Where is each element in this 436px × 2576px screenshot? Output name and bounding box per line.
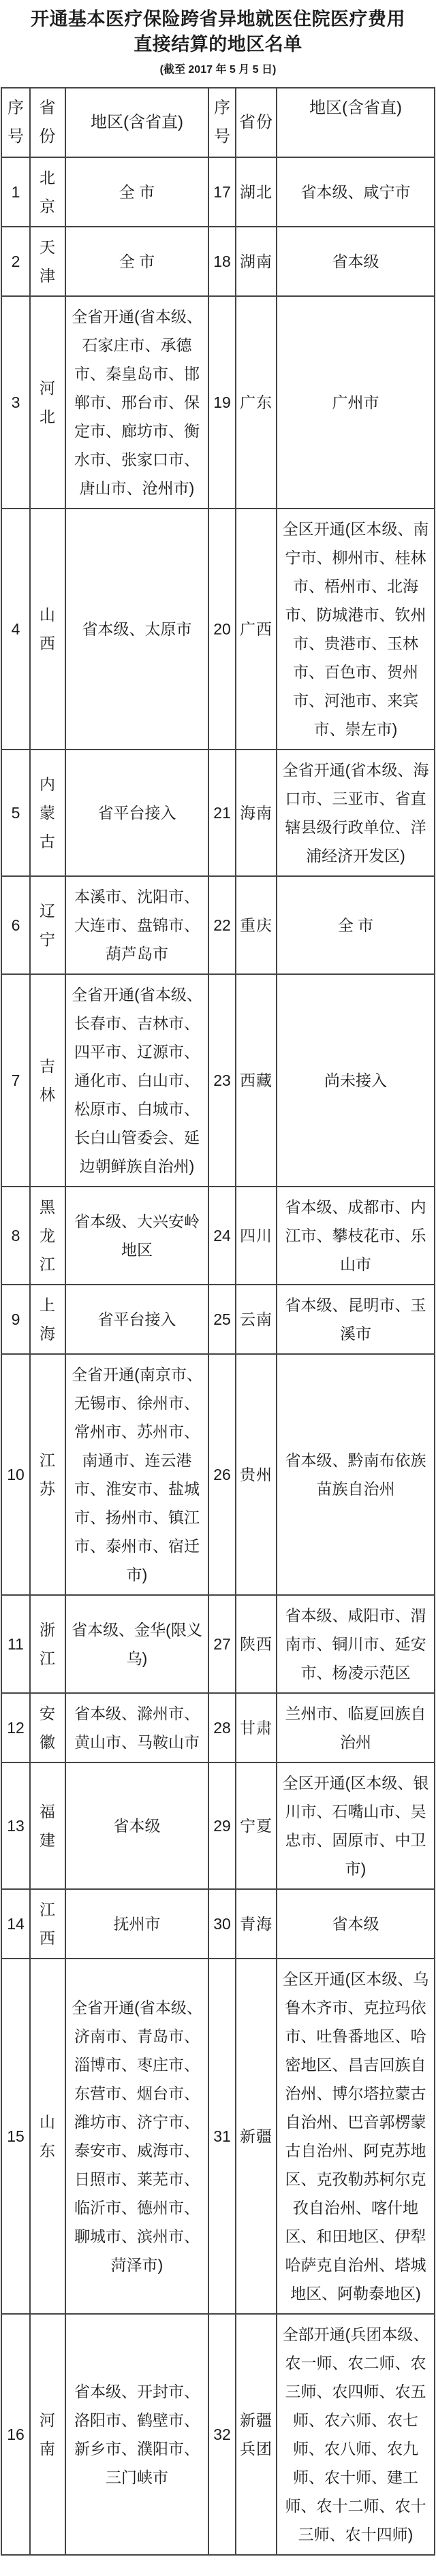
- province-cell-right: 重庆: [236, 876, 277, 974]
- region-cell-right: 省本级、黔南布依族苗族自治州: [277, 1354, 435, 1595]
- seq-cell-left: 7: [1, 974, 30, 1187]
- table-row: [1, 1959, 435, 2314]
- table-row: [1, 1693, 435, 1762]
- seq-cell-right: 26: [208, 1354, 236, 1595]
- table-row: [1, 1889, 435, 1959]
- header-province-left: 省份: [30, 88, 65, 157]
- seq-cell-left: 6: [1, 876, 30, 974]
- header-region-right: 地区(含省直): [277, 88, 435, 157]
- region-cell-left: 抚州市: [65, 1889, 208, 1959]
- province-cell-right: 海南: [236, 750, 277, 876]
- table-row: [1, 296, 435, 509]
- table-row: [1, 2314, 435, 2555]
- seq-cell-right: 19: [208, 296, 236, 509]
- region-cell-left: 全省开通(南京市、无锡市、徐州市、常州市、苏州市、南通市、连云港市、淮安市、盐城市、扬州市、镇江市、泰州市、宿迁市): [65, 1354, 208, 1595]
- table-row: [1, 157, 435, 227]
- seq-cell-right: 31: [208, 1959, 236, 2314]
- table-row: [1, 227, 435, 296]
- region-cell-left: 省本级、金华(限义乌): [65, 1595, 208, 1693]
- province-cell-left: 福建: [30, 1762, 65, 1889]
- seq-cell-right: 20: [208, 509, 236, 750]
- province-cell-right: 贵州: [236, 1354, 277, 1595]
- province-cell-right: 四川: [236, 1187, 277, 1285]
- region-cell-right: 省本级、咸阳市、渭南市、铜川市、延安市、杨凌示范区: [277, 1595, 435, 1693]
- page-subtitle-date: (截至 2017 年 5 月 5 日): [159, 64, 277, 76]
- region-cell-left: 省本级、太原市: [65, 509, 208, 750]
- seq-cell-right: 22: [208, 876, 236, 974]
- table-row: [1, 1354, 435, 1595]
- region-cell-right: 全区开通(区本级、乌鲁木齐市、克拉玛依市、吐鲁番地区、哈密地区、昌吉回族自治州、博尔塔拉蒙古自治州、巴音郭楞蒙古自治州、阿克苏地区、克孜勒苏柯尔克孜自治州、喀什地区、和田地区、伊犁哈萨克自治州、塔城地区、阿勒泰地区): [277, 1959, 435, 2314]
- seq-cell-right: 18: [208, 227, 236, 296]
- table-row: [1, 750, 435, 876]
- province-cell-left: 山西: [30, 509, 65, 750]
- seq-cell-left: 16: [1, 2314, 30, 2555]
- page-title-line-2: 直接结算的地区名单: [134, 34, 302, 54]
- province-cell-right: 广西: [236, 509, 277, 750]
- region-cell-left: 本溪市、沈阳市、大连市、盘锦市、葫芦岛市: [65, 876, 208, 974]
- region-cell-right: 全 市: [277, 876, 435, 974]
- province-cell-left: 浙江: [30, 1595, 65, 1693]
- province-cell-left: 黑龙江: [30, 1187, 65, 1285]
- region-cell-right: 省本级、咸宁市: [277, 157, 435, 227]
- seq-cell-right: 27: [208, 1595, 236, 1693]
- table-row: [1, 974, 435, 1187]
- region-cell-right: 兰州市、临夏回族自治州: [277, 1693, 435, 1762]
- header-seq-left: 序号: [1, 88, 30, 157]
- region-cell-left: 全 市: [65, 157, 208, 227]
- seq-cell-left: 15: [1, 1959, 30, 2314]
- seq-cell-left: 10: [1, 1354, 30, 1595]
- table-row: [1, 876, 435, 974]
- table-row: [1, 1285, 435, 1354]
- province-cell-right: 湖南: [236, 227, 277, 296]
- seq-cell-right: 24: [208, 1187, 236, 1285]
- province-cell-right: 新疆兵团: [236, 2314, 277, 2555]
- province-cell-right: 甘肃: [236, 1693, 277, 1762]
- region-cell-right: 省本级、昆明市、玉溪市: [277, 1285, 435, 1354]
- province-cell-left: 山东: [30, 1959, 65, 2314]
- seq-cell-right: 23: [208, 974, 236, 1187]
- seq-cell-left: 13: [1, 1762, 30, 1889]
- table-row: [1, 1762, 435, 1889]
- seq-cell-left: 12: [1, 1693, 30, 1762]
- region-cell-right: 省本级、成都市、内江市、攀枝花市、乐山市: [277, 1187, 435, 1285]
- region-cell-right: 省本级: [277, 1889, 435, 1959]
- province-cell-right: 新疆: [236, 1959, 277, 2314]
- table-row: [1, 1595, 435, 1693]
- region-cell-right: 全区开通(区本级、南宁市、柳州市、桂林市、梧州市、北海市、防城港市、钦州市、贵港市、玉林市、百色市、贺州市、河池市、来宾市、崇左市): [277, 509, 435, 750]
- province-cell-right: 云南: [236, 1285, 277, 1354]
- page-title-line-1: 开通基本医疗保险跨省异地就医住院医疗费用: [31, 9, 405, 29]
- region-cell-left: 全省开通(省本级、济南市、青岛市、淄博市、枣庄市、东营市、烟台市、潍坊市、济宁市、泰安市、威海市、日照市、莱芜市、临沂市、德州市、聊城市、滨州市、菏泽市): [65, 1959, 208, 2314]
- province-cell-right: 湖北: [236, 157, 277, 227]
- region-cell-right: 广州市: [277, 296, 435, 509]
- province-cell-right: 陕西: [236, 1595, 277, 1693]
- seq-cell-right: 30: [208, 1889, 236, 1959]
- header-province-right: 省份: [236, 88, 277, 157]
- province-cell-right: 广东: [236, 296, 277, 509]
- province-cell-right: 宁夏: [236, 1762, 277, 1889]
- province-cell-left: 天津: [30, 227, 65, 296]
- region-roster-table: [1, 87, 435, 2556]
- header-region-left: 地区(含省直): [65, 88, 208, 157]
- table-body: [1, 157, 435, 2555]
- province-cell-left: 安徽: [30, 1693, 65, 1762]
- region-cell-left: 省本级: [65, 1762, 208, 1889]
- seq-cell-left: 8: [1, 1187, 30, 1285]
- region-cell-left: 全 市: [65, 227, 208, 296]
- table-row: [1, 509, 435, 750]
- region-cell-right: 尚未接入: [277, 974, 435, 1187]
- seq-cell-left: 14: [1, 1889, 30, 1959]
- seq-cell-right: 32: [208, 2314, 236, 2555]
- province-cell-left: 上海: [30, 1285, 65, 1354]
- province-cell-right: 青海: [236, 1889, 277, 1959]
- region-cell-left: 省本级、开封市、洛阳市、鹤壁市、新乡市、濮阳市、三门峡市: [65, 2314, 208, 2555]
- region-cell-left: 省平台接入: [65, 750, 208, 876]
- region-cell-left: 省平台接入: [65, 1285, 208, 1354]
- province-cell-left: 江西: [30, 1889, 65, 1959]
- seq-cell-right: 17: [208, 157, 236, 227]
- region-cell-left: 全省开通(省本级、石家庄市、承德市、秦皇岛市、邯郸市、邢台市、保定市、廊坊市、衡水市、张家口市、唐山市、沧州市): [65, 296, 208, 509]
- region-cell-right: 全部开通(兵团本级、农一师、农二师、农三师、农四师、农五师、农六师、农七师、农八师、农九师、农十师、建工师、农十二师、农十三师、农十四师): [277, 2314, 435, 2555]
- province-cell-left: 江苏: [30, 1354, 65, 1595]
- province-cell-left: 内蒙古: [30, 750, 65, 876]
- province-cell-left: 吉林: [30, 974, 65, 1187]
- seq-cell-left: 5: [1, 750, 30, 876]
- province-cell-right: 西藏: [236, 974, 277, 1187]
- seq-cell-left: 3: [1, 296, 30, 509]
- seq-cell-left: 11: [1, 1595, 30, 1693]
- province-cell-left: 河北: [30, 296, 65, 509]
- seq-cell-left: 9: [1, 1285, 30, 1354]
- seq-cell-right: 29: [208, 1762, 236, 1889]
- seq-cell-right: 28: [208, 1693, 236, 1762]
- table-header-row: [1, 88, 435, 157]
- province-cell-left: 辽宁: [30, 876, 65, 974]
- seq-cell-right: 25: [208, 1285, 236, 1354]
- region-cell-left: 省本级、大兴安岭地区: [65, 1187, 208, 1285]
- province-cell-left: 河南: [30, 2314, 65, 2555]
- table-row: [1, 1187, 435, 1285]
- seq-cell-right: 21: [208, 750, 236, 876]
- seq-cell-left: 1: [1, 157, 30, 227]
- region-cell-right: 省本级: [277, 227, 435, 296]
- header-seq-right: 序号: [208, 88, 236, 157]
- province-cell-left: 北京: [30, 157, 65, 227]
- region-cell-left: 省本级、滁州市、黄山市、马鞍山市: [65, 1693, 208, 1762]
- seq-cell-left: 2: [1, 227, 30, 296]
- region-cell-right: 全区开通(区本级、银川市、石嘴山市、吴忠市、固原市、中卫市): [277, 1762, 435, 1889]
- region-cell-left: 全省开通(省本级、长春市、吉林市、四平市、辽源市、通化市、白山市、松原市、白城市、长白山管委会、延边朝鲜族自治州): [65, 974, 208, 1187]
- seq-cell-left: 4: [1, 509, 30, 750]
- region-cell-right: 全省开通(省本级、海口市、三亚市、省直辖县级行政单位、洋浦经济开发区): [277, 750, 435, 876]
